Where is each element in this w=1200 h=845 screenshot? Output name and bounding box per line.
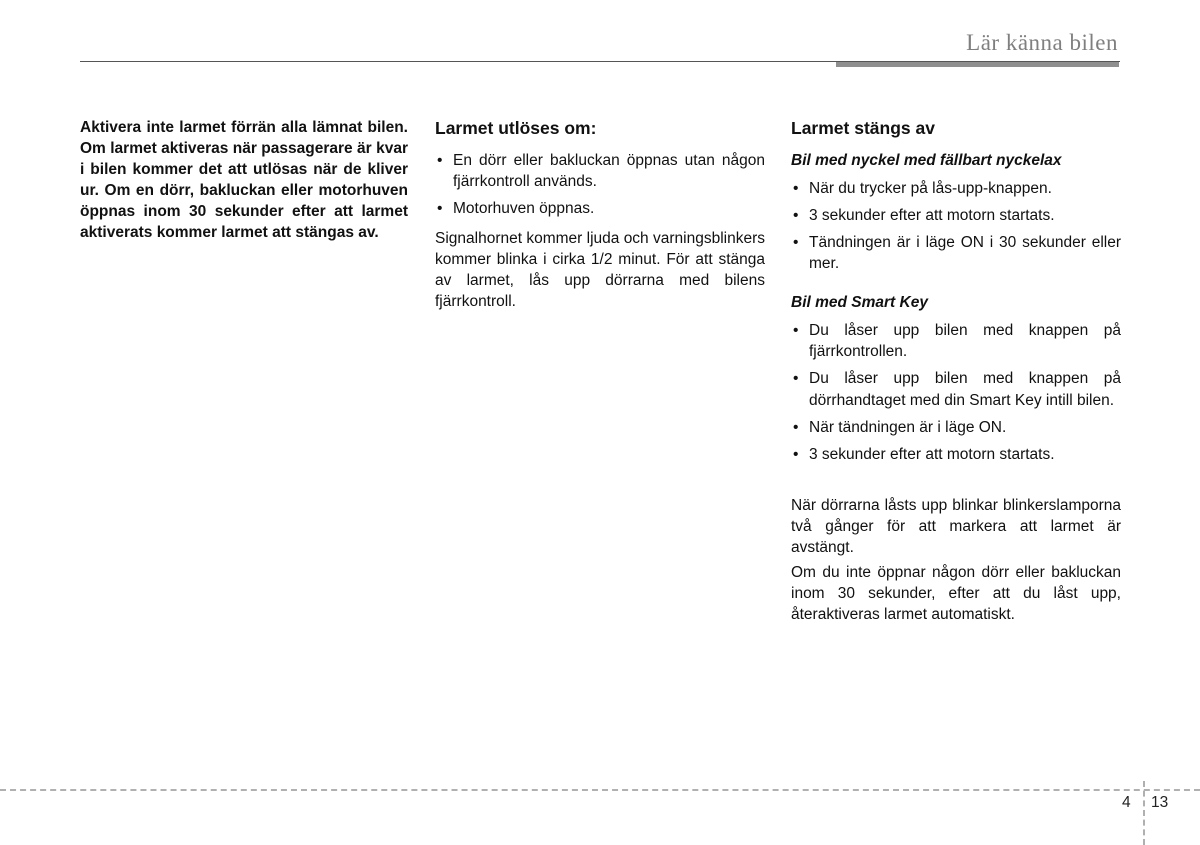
- list-item: [435, 150, 765, 192]
- footer-dashed-divider: [0, 789, 1200, 791]
- footer-page-number: 13: [1151, 794, 1169, 811]
- bullet-icon: •: [437, 199, 443, 217]
- list-item: [791, 320, 1121, 362]
- list-item-text: Motorhuven öppnas.: [453, 199, 595, 217]
- subsection-heading-smartkey: Bil med Smart Key: [791, 294, 928, 312]
- list-item-text: En dörr eller bakluckan öppnas utan någon fjärrkontroll används.: [453, 151, 765, 190]
- list-item-text: Du låser upp bilen med knappen på dörrhandtaget med din Smart Key intill bilen.: [809, 370, 1121, 409]
- page-title: Lär känna bilen: [966, 30, 1118, 55]
- list-item: [791, 205, 1121, 226]
- list-item-text: Du låser upp bilen med knappen på fjärrkontrollen.: [809, 322, 1121, 361]
- column-alarm-triggers: [435, 117, 765, 316]
- list-item-text: 3 sekunder efter att motorn startats.: [809, 445, 1055, 463]
- list-item: [791, 417, 1121, 438]
- list-item: [791, 178, 1121, 199]
- list-item-text: När tändningen är i läge ON.: [809, 418, 1007, 436]
- bullet-icon: •: [793, 445, 799, 463]
- footer-vertical-divider: [1143, 781, 1145, 845]
- bullet-icon: •: [793, 370, 799, 388]
- body-paragraph: Om du inte öppnar någon dörr eller bakluckan inom 30 sekunder, efter att du låst upp, återaktiveras larmet automatiskt.: [791, 563, 1121, 624]
- bullet-icon: •: [793, 179, 799, 197]
- footer-chapter-number: 4: [1122, 794, 1131, 811]
- list-item-text: När du trycker på lås-upp-knappen.: [809, 179, 1052, 197]
- body-paragraph: När dörrarna låsts upp blinkar blinkerslamporna två gånger för att markera att larmet är avstängt.: [791, 496, 1121, 556]
- bullet-icon: •: [793, 322, 799, 340]
- list-item: [435, 198, 765, 219]
- list-item-text: 3 sekunder efter att motorn startats.: [809, 206, 1055, 224]
- list-item: [791, 368, 1121, 410]
- header-accent-bar: [836, 62, 1119, 67]
- section-heading: Larmet utlöses om:: [435, 118, 597, 138]
- list-item-text: Tändningen är i läge ON i 30 sekunder eller mer.: [809, 234, 1121, 273]
- column-alarm-disarm: [791, 117, 1121, 629]
- column-warning: [80, 117, 408, 247]
- section-heading: Larmet stängs av: [791, 118, 935, 138]
- list-item: [791, 444, 1121, 465]
- bullet-icon: •: [793, 234, 799, 252]
- body-paragraph: Signalhornet kommer ljuda och varningsblinkers kommer blinka i cirka 1/2 minut. För att stänga av larmet, lås upp dörrarna med bilens fjärrkontroll.: [435, 230, 765, 311]
- bullet-icon: •: [793, 418, 799, 436]
- subsection-heading-key: Bil med nyckel med fällbart nyckelax: [791, 151, 1062, 169]
- warning-text: Aktivera inte larmet förrän alla lämnat bilen. Om larmet aktiveras när passagerare är kvar i bilen kommer det att utlösas när de kliver ur. Om en dörr, bakluckan eller motorhuven öppnas inom 30 sekunder efter att larmet aktiverats kommer larmet att stängas av.: [80, 119, 408, 242]
- bullet-icon: •: [437, 151, 443, 169]
- bullet-icon: •: [793, 206, 799, 224]
- list-item: [791, 232, 1121, 274]
